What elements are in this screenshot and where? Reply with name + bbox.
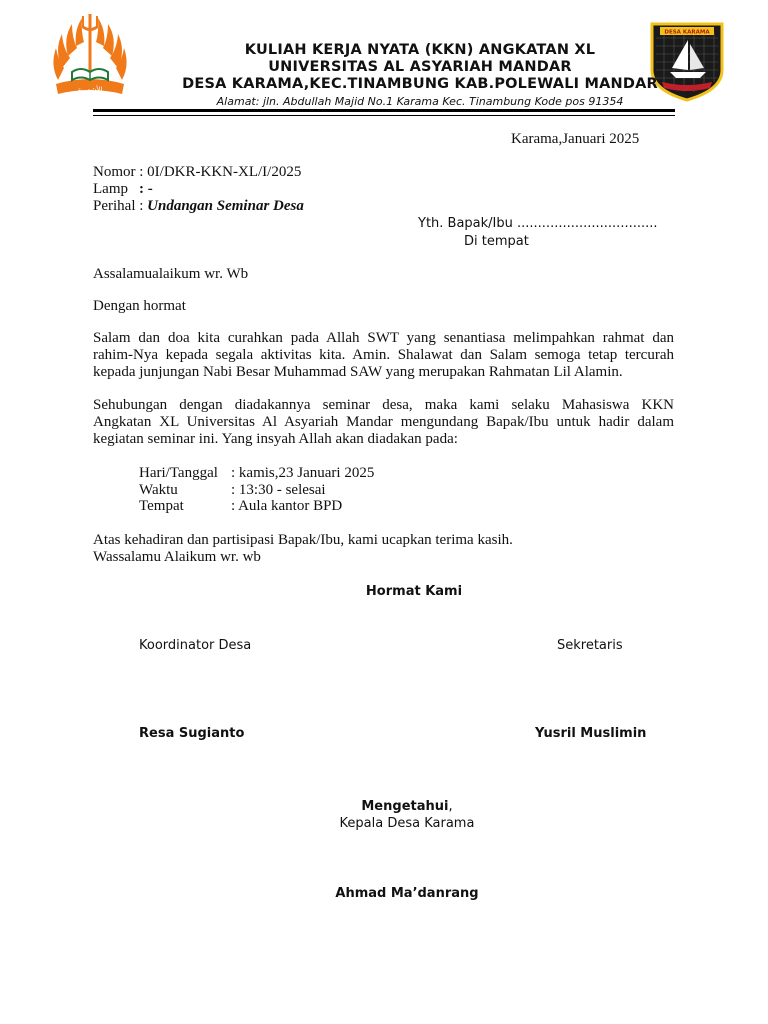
logo-arabic-text: الأشعرية: [77, 86, 103, 94]
paragraph-2-line-3: kegiatan seminar ini. Yang insyah Allah akan diadakan pada:: [93, 431, 458, 447]
signature-heading: Hormat Kami: [365, 584, 463, 599]
detail-label: Waktu: [139, 482, 178, 498]
logo-village-text: DESA KARAMA: [664, 29, 710, 36]
village-head-role: Kepala Desa Karama: [339, 816, 475, 831]
paragraph-2: [93, 397, 674, 448]
detail-label: Tempat: [139, 498, 184, 514]
perihal-label: Perihal :: [93, 198, 144, 214]
lamp-value: : -: [139, 181, 153, 197]
acknowledge-label: Mengetahui: [361, 799, 449, 814]
perihal-line: [93, 198, 304, 215]
nomor-label: Nomor :: [93, 164, 144, 180]
left-signer-name: Resa Sugianto: [139, 726, 245, 741]
paragraph-1-line-1: Salam dan doa kita curahkan pada Allah SWT yang senantiasa melimpahkan rahmat dan: [93, 330, 674, 346]
left-signer-role: Koordinator Desa: [139, 638, 252, 653]
paragraph-2-line-1: Sehubungan dengan diadakannya seminar desa, maka kami selaku Mahasiswa KKN: [93, 397, 674, 413]
detail-label: Hari/Tanggal: [139, 465, 218, 481]
perihal-value: Undangan Seminar Desa: [147, 198, 304, 214]
closing-farewell: Wassalamu Alaikum wr. wb: [93, 549, 261, 565]
salutation: Dengan hormat: [93, 298, 186, 314]
closing-thanks: Atas kehadiran dan partisipasi Bapak/Ibu, kami ucapkan terima kasih.: [93, 532, 513, 548]
letterhead-rule-thin: [93, 115, 675, 116]
recipient-line: Yth. Bapak/Ibu ..................................: [418, 216, 658, 231]
right-signer-name: Yusril Muslimin: [535, 726, 647, 741]
lamp-label: Lamp: [93, 181, 128, 197]
letter-date: Karama,Januari 2025: [511, 131, 640, 147]
village-head-name: Ahmad Ma’danrang: [335, 886, 479, 901]
letterhead-line-3: DESA KARAMA,KEC.TINAMBUNG KAB.POLEWALI MANDAR: [182, 76, 658, 92]
paragraph-1: [93, 330, 674, 381]
lamp-line: [93, 181, 153, 198]
paragraph-1-line-3: kepada junjungan Nabi Besar Muhammad SAW yang merupakan Rahmatan Lil Alamin.: [93, 364, 623, 380]
right-signer-role: Sekretaris: [557, 638, 623, 653]
nomor-value: 0I/DKR-KKN-XL/I/2025: [147, 164, 302, 180]
detail-row-date: [139, 465, 374, 482]
letterhead-address: Alamat: jln. Abdullah Majid No.1 Karama Kec. Tinambung Kode pos 91354: [216, 95, 624, 108]
detail-value: : kamis,23 Januari 2025: [231, 465, 375, 481]
letterhead-line-1: KULIAH KERJA NYATA (KKN) ANGKATAN XL: [244, 42, 596, 58]
letterhead-rule-thick: [93, 109, 675, 112]
letterhead-line-2: UNIVERSITAS AL ASYARIAH MANDAR: [268, 59, 572, 75]
detail-value: : 13:30 - selesai: [231, 482, 326, 498]
greeting: Assalamualaikum wr. Wb: [93, 266, 249, 282]
nomor-line: [93, 164, 301, 181]
detail-value: : Aula kantor BPD: [231, 498, 343, 514]
paragraph-2-line-2: Angkatan XL Universitas Al Asyariah Mandar mengundang Bapak/Ibu untuk hadir dalam: [93, 414, 674, 430]
paragraph-1-line-2: rahim-Nya kepada segala aktivitas kita. Amin. Shalawat dan Salam semoga tetap tercurah: [93, 347, 674, 363]
acknowledge-line: [0, 797, 768, 815]
recipient-place: Di tempat: [464, 234, 529, 249]
detail-row-time: [139, 482, 326, 499]
acknowledge-comma: ,: [448, 799, 453, 814]
detail-row-place: [139, 498, 342, 515]
